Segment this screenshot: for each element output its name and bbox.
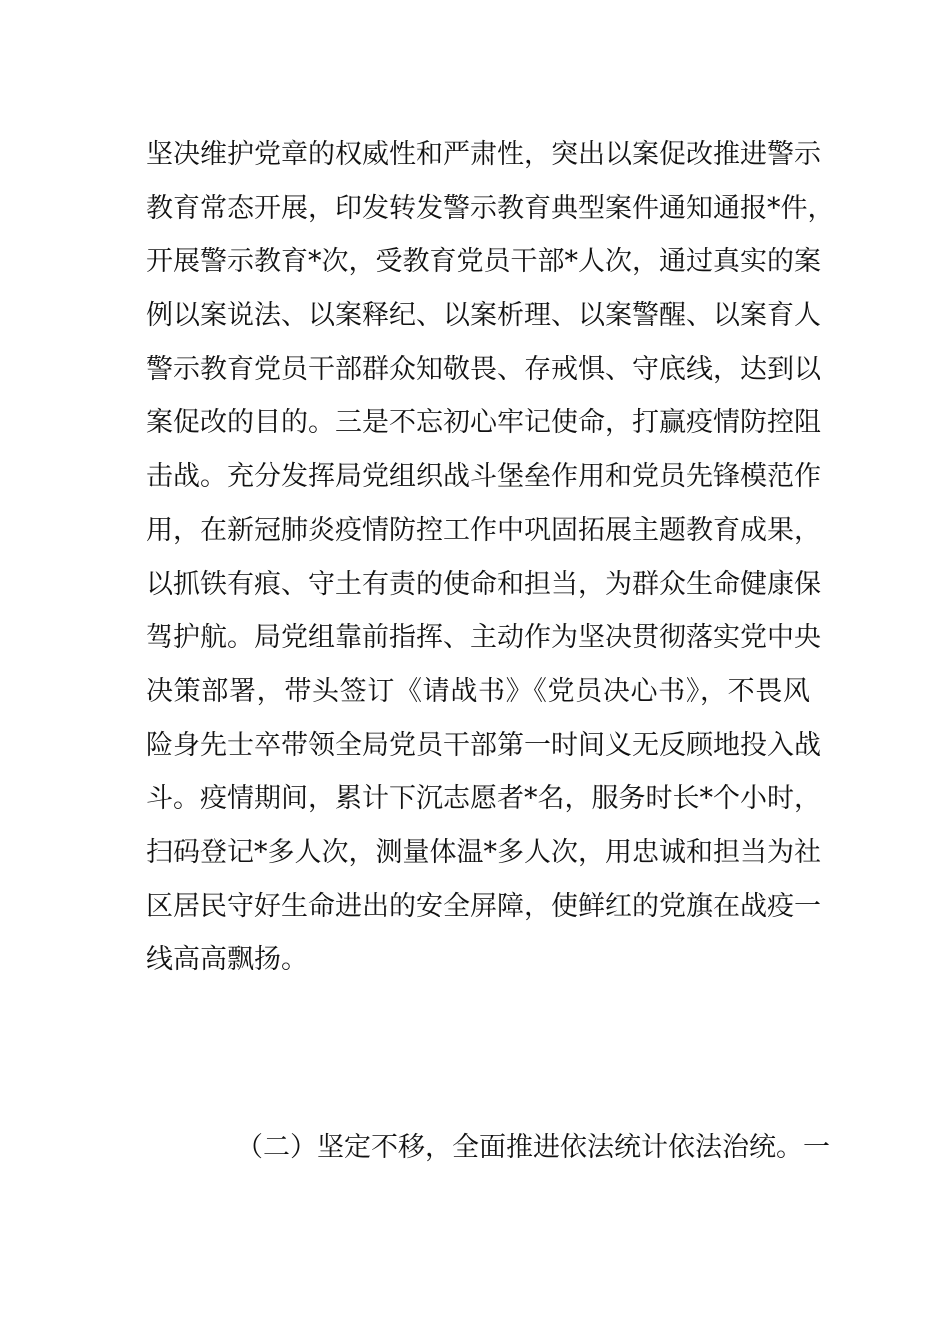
paragraph-line: 线高高飘扬。 (146, 944, 308, 976)
paragraph-line: 警示教育党员干部群众知敬畏、存戒惧、守底线，达到以 (146, 353, 821, 385)
paragraph-line: 决策部署，带头签订《请战书》《党员决心书》，不畏风 (146, 675, 810, 707)
paragraph-line: 险身先士卒带领全局党员干部第一时间义无反顾地投入战 (146, 729, 821, 761)
paragraph-line: 坚决维护党章的权威性和严肃性，突出以案促改推进警示 (146, 139, 821, 170)
paragraph-line: 斗。疫情期间，累计下沉志愿者*名，服务时长*个小时， (146, 783, 821, 815)
paragraph-line: 扫码登记*多人次，测量体温*多人次，用忠诚和担当为社 (146, 836, 821, 868)
paragraph-line: 开展警示教育*次，受教育党员干部*人次，通过真实的案 (146, 246, 821, 278)
paragraph-line: 教育常态开展，印发转发警示教育典型案件通知通报*件， (146, 192, 835, 224)
paragraph-line: 驾护航。局党组靠前指挥、主动作为坚决贯彻落实党中央 (146, 622, 821, 654)
paragraph-line: 用，在新冠肺炎疫情防控工作中巩固拓展主题教育成果， (146, 514, 821, 546)
paragraph-line: 击战。充分发挥局党组织战斗堡垒作用和党员先锋模范作 (146, 461, 821, 493)
section-heading: （二）坚定不移，全面推进依法统计依法治统。一 (236, 1132, 830, 1163)
paragraph-line: 例以案说法、以案释纪、以案析理、以案警醒、以案育人 (146, 300, 821, 332)
paragraph-line: 区居民守好生命进出的安全屏障，使鲜红的党旗在战疫一 (146, 890, 821, 922)
body-paragraph (146, 128, 835, 987)
paragraph-line: 以抓铁有痕、守土有责的使命和担当，为群众生命健康保 (146, 568, 821, 600)
paragraph-line: 案促改的目的。三是不忘初心牢记使命，打赢疫情防控阻 (146, 407, 821, 439)
